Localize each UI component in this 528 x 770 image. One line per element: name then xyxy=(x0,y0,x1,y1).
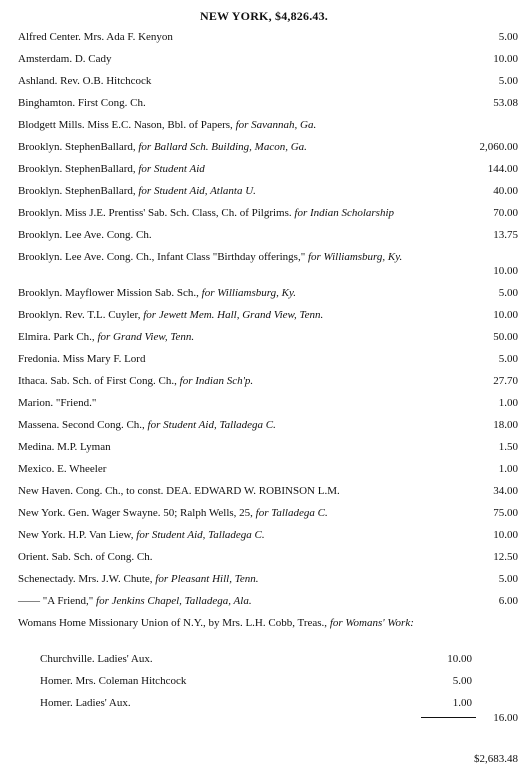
entry-text: Blodgett Mills. Miss E.C. Nason, Bbl. of Papers, xyxy=(18,119,236,131)
entry-text: Alfred Center. Mrs. Ada F. Kenyon xyxy=(18,31,173,43)
list-item xyxy=(18,502,518,524)
sub-entry-amount: 10.00 xyxy=(447,653,472,665)
list-item xyxy=(18,568,518,590)
entry-amount: 53.08 xyxy=(493,97,518,109)
list-item xyxy=(18,590,518,612)
entry-amount: 5.00 xyxy=(498,287,518,299)
entry-text: Brooklyn. StephenBallard, xyxy=(18,141,139,153)
list-item xyxy=(18,326,518,348)
page-title: NEW YORK, $4,826.43. xyxy=(199,9,328,23)
entry-amount: 27.70 xyxy=(493,375,518,387)
list-item xyxy=(18,304,518,326)
sub-entry-label: Churchville. Ladies' Aux. xyxy=(40,653,153,665)
subtotal-amount: 16.00 xyxy=(493,712,518,724)
entry-amount: 5.00 xyxy=(498,353,518,365)
list-item xyxy=(18,158,518,180)
entry-text: Brooklyn. Rev. T.L. Cuyler, xyxy=(18,309,144,321)
entry-text: Medina. M.P. Lyman xyxy=(18,441,111,453)
list-item xyxy=(18,546,518,568)
sub-entry-amount: 5.00 xyxy=(452,675,472,687)
sub-entry-label: Homer. Ladies' Aux. xyxy=(40,697,131,709)
entry-text: Brooklyn. Lee Ave. Cong. Ch., Infant Class "Birthday offerings," xyxy=(18,251,308,263)
entry-text: Ashland. Rev. O.B. Hitchcock xyxy=(18,75,152,87)
subtotal-rule xyxy=(421,717,476,718)
entry-amount: 75.00 xyxy=(493,507,518,519)
list-item xyxy=(18,612,518,648)
entry-amount: 10.00 xyxy=(493,529,518,541)
entry-purpose: for Indian Sch'p. xyxy=(179,375,254,387)
list-item xyxy=(18,26,518,48)
list-item xyxy=(18,348,518,370)
list-item xyxy=(18,480,518,502)
entry-purpose: for Pleasant Hill, Tenn. xyxy=(155,573,259,585)
entry-amount: 50.00 xyxy=(493,331,518,343)
entry-text: Massena. Second Cong. Ch., xyxy=(18,419,148,431)
entry-amount: 1.50 xyxy=(498,441,518,453)
entry-purpose: for Womans' Work: xyxy=(329,617,414,629)
entry-amount: 18.00 xyxy=(493,419,518,431)
entry-purpose: for Williamsburg, Ky. xyxy=(307,251,403,263)
entry-text: Brooklyn. Mayflower Mission Sab. Sch., xyxy=(18,287,202,299)
list-item xyxy=(18,48,518,70)
entry-amount: 10.00 xyxy=(493,309,518,321)
entry-text: Elmira. Park Ch., xyxy=(18,331,98,343)
entry-text: Marion. "Friend." xyxy=(18,397,97,409)
entry-purpose: for Student Aid, Atlanta U. xyxy=(138,185,256,197)
entry-purpose: for Talladega C. xyxy=(255,507,328,519)
entry-amount: 13.75 xyxy=(493,229,518,241)
entry-text: Schenectady. Mrs. J.W. Chute, xyxy=(18,573,156,585)
entry-text: Brooklyn. StephenBallard, xyxy=(18,185,139,197)
entry-amount: 1.00 xyxy=(498,397,518,409)
entry-purpose: for Grand View, Tenn. xyxy=(97,331,195,343)
list-item xyxy=(18,414,518,436)
entry-purpose: for Jewett Mem. Hall, Grand View, Tenn. xyxy=(143,309,324,321)
grand-total: $2,683.48 xyxy=(474,753,518,765)
entry-text: Orient. Sab. Sch. of Cong. Ch. xyxy=(18,551,153,563)
list-item xyxy=(18,436,518,458)
list-item xyxy=(18,70,518,92)
entry-amount: 10.00 xyxy=(493,265,518,277)
entry-amount: 2,060.00 xyxy=(479,141,518,153)
list-item xyxy=(18,92,518,114)
entry-text: Ithaca. Sab. Sch. of First Cong. Ch., xyxy=(18,375,180,387)
sub-list-item xyxy=(18,670,518,692)
entry-text: Fredonia. Miss Mary F. Lord xyxy=(18,353,146,365)
list-item xyxy=(18,392,518,414)
entry-purpose: for Ballard Sch. Building, Macon, Ga. xyxy=(138,141,307,153)
list-item xyxy=(18,282,518,304)
entry-text: Mexico. E. Wheeler xyxy=(18,463,107,475)
sub-list-item xyxy=(18,648,518,670)
entry-amount: 6.00 xyxy=(498,595,518,607)
entry-amount: 5.00 xyxy=(498,31,518,43)
entry-amount: 5.00 xyxy=(498,573,518,585)
entry-purpose: for Student Aid xyxy=(138,163,205,175)
sub-list-item xyxy=(18,692,518,714)
entry-amount: 70.00 xyxy=(493,207,518,219)
entry-text: Womans Home Missionary Union of N.Y., by Mrs. L.H. Cobb, Treas., xyxy=(18,617,330,629)
entry-text: New Haven. Cong. Ch., to const. DEA. EDWARD W. ROBINSON L.M. xyxy=(18,485,340,497)
list-item xyxy=(18,202,518,224)
entry-text: New York. Gen. Wager Swayne. 50; Ralph Wells, 25, xyxy=(18,507,256,519)
entry-amount: 40.00 xyxy=(493,185,518,197)
entry-amount: 144.00 xyxy=(487,163,518,175)
list-item xyxy=(18,246,518,282)
entry-amount: 1.00 xyxy=(498,463,518,475)
entries-list xyxy=(18,26,518,714)
list-item xyxy=(18,224,518,246)
entry-amount: 34.00 xyxy=(493,485,518,497)
entry-text: Brooklyn. StephenBallard, xyxy=(18,163,139,175)
list-item xyxy=(18,136,518,158)
entry-text: Binghamton. First Cong. Ch. xyxy=(18,97,146,109)
entry-amount: 12.50 xyxy=(493,551,518,563)
list-item xyxy=(18,114,518,136)
list-item xyxy=(18,524,518,546)
entry-text: New York. H.P. Van Liew, xyxy=(18,529,137,541)
entry-text: Amsterdam. D. Cady xyxy=(18,53,112,65)
entry-text: Brooklyn. Lee Ave. Cong. Ch. xyxy=(18,229,152,241)
list-item xyxy=(18,180,518,202)
entry-purpose: for Indian Scholarship xyxy=(294,207,395,219)
entry-text: Brooklyn. Miss J.E. Prentiss' Sab. Sch. Class, Ch. of Pilgrims. xyxy=(18,207,295,219)
entry-purpose: for Student Aid, Talladega C. xyxy=(136,529,265,541)
sub-entry-label: Homer. Mrs. Coleman Hitchcock xyxy=(40,675,187,687)
entry-purpose: for Jenkins Chapel, Talladega, Ala. xyxy=(96,595,252,607)
sub-entry-amount: 1.00 xyxy=(452,697,472,709)
entry-amount: 5.00 xyxy=(498,75,518,87)
entry-purpose: for Student Aid, Talladega C. xyxy=(147,419,276,431)
entry-purpose: for Williamsburg, Ky. xyxy=(201,287,296,299)
entry-amount: 10.00 xyxy=(493,53,518,65)
list-item xyxy=(18,458,518,480)
entry-text: —— "A Friend," xyxy=(18,595,97,607)
list-item xyxy=(18,370,518,392)
entry-purpose: for Savannah, Ga. xyxy=(235,119,317,131)
